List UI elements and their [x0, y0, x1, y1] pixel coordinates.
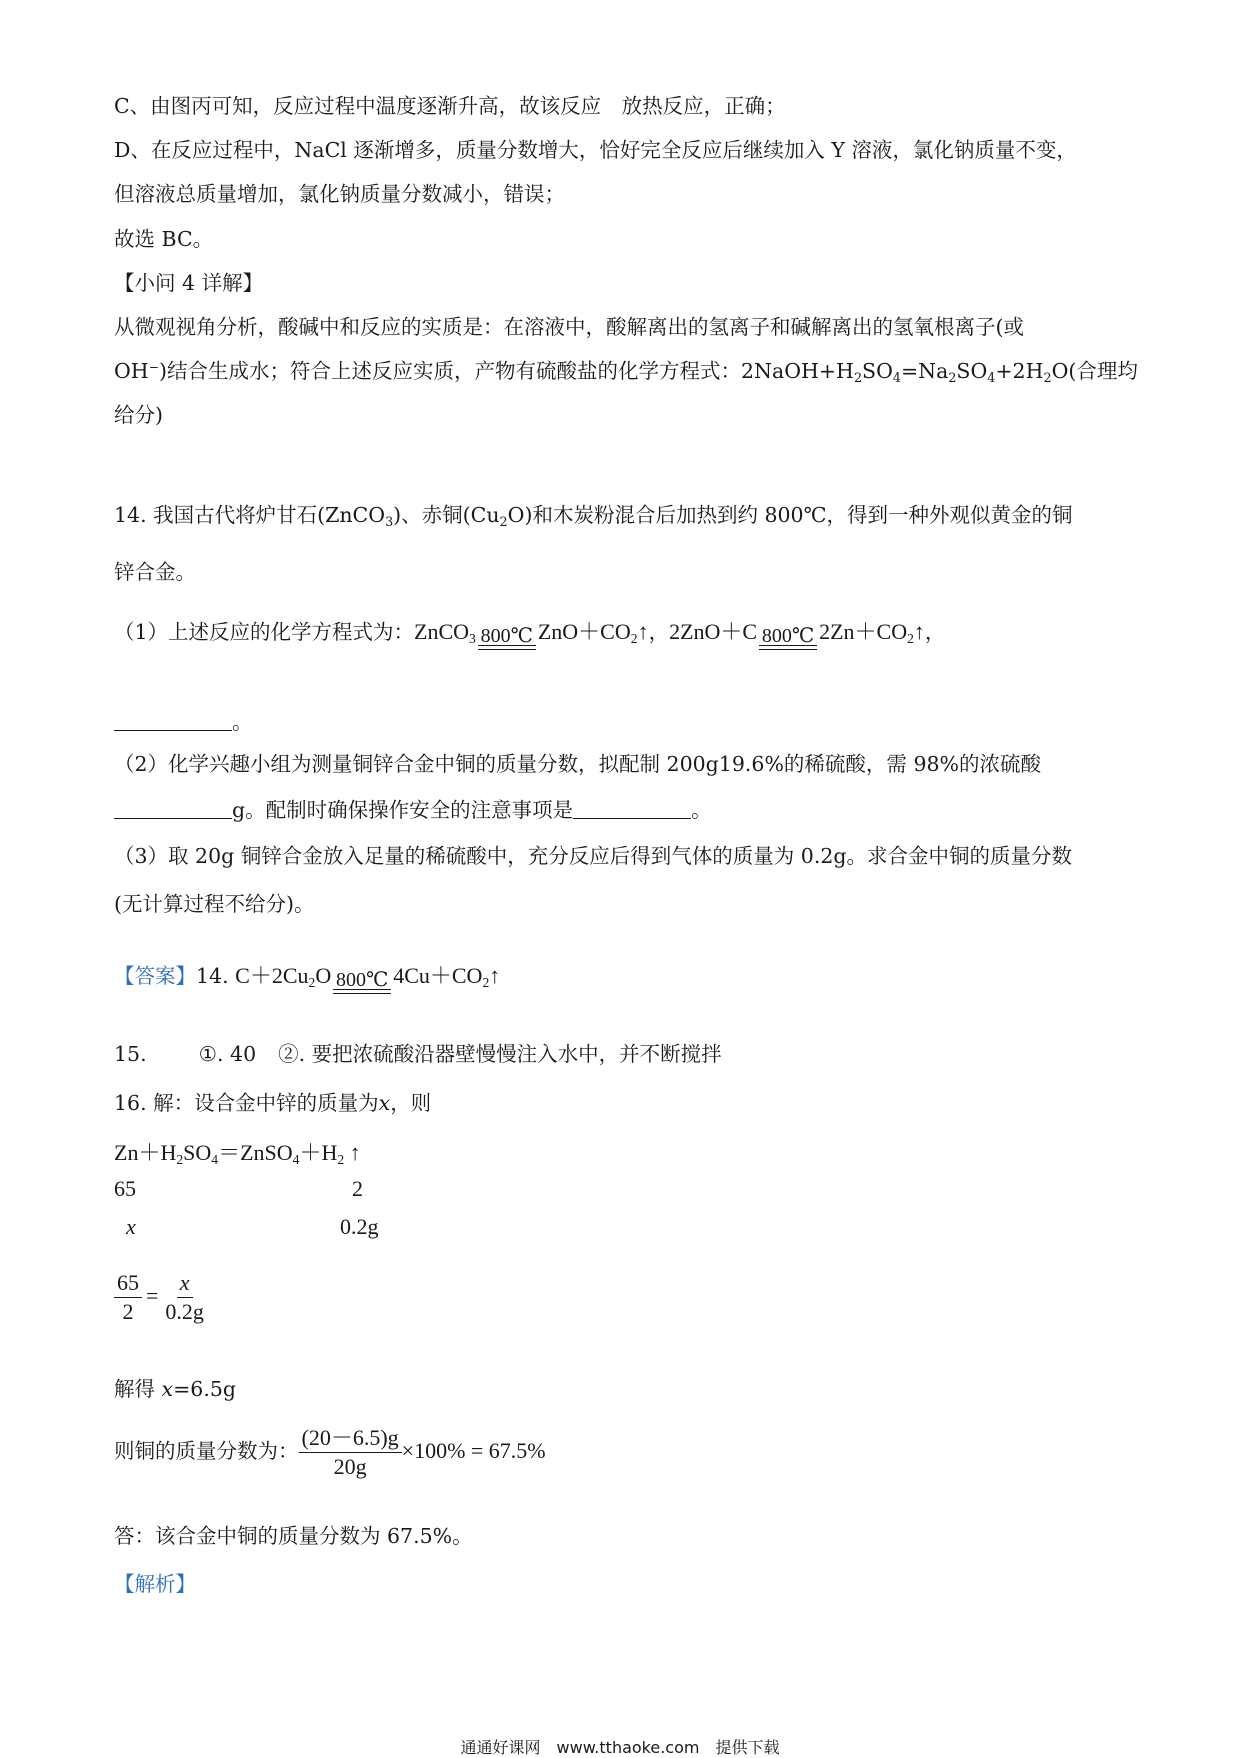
q4-explanation-3: 给分) — [114, 403, 163, 427]
q14-stem-1: 14. 我国古代将炉甘石(ZnCO$_3$)、赤铜$(Cu_2O)$和木炭粉混合后加热到约 800℃，得到一种外观似黄金的铜 — [114, 503, 1073, 529]
q4-explanation-1: 从微观视角分析，酸碱中和反应的实质是：在溶液中，酸解离出的氢离子和碱解离出的氢氧根离子(或 — [114, 315, 1024, 339]
reaction-condition-3: 800℃ — [333, 971, 391, 1006]
proportion: $\frac{65}{2}$ = $\frac{x}{0.2g}$ — [114, 1270, 207, 1325]
fraction-left: $\frac{65}{2}$ — [114, 1270, 142, 1325]
answer-blank — [573, 798, 691, 819]
q14-part3-line2: (无计算过程不给分)。 — [114, 892, 315, 916]
option-c-text: C、由图丙可知，反应过程中温度逐渐升高，故该反应 放热反应，正确； — [114, 94, 786, 118]
q14-part3-line1: （3）取 20g 铜锌合金放入足量的稀硫酸中，充分反应后得到气体的质量为 0.2g。求合金中铜的质量分数 — [114, 844, 1073, 868]
q14-part1-blank-line: 。 — [114, 708, 253, 736]
fraction-right: $\frac{x}{0.2g}$ — [165, 1270, 204, 1324]
gas-arrow-icon: ↑ — [637, 619, 649, 644]
question-4-header: 【小问 4 详解】 — [114, 271, 264, 295]
q14-part2-line1: （2）化学兴趣小组为测量铜锌合金中铜的质量分数，拟配制 200g19.6%的稀硫酸，需 98%的浓硫酸 — [114, 752, 1042, 776]
option-d-text-1: D、在反应过程中，NaCl 逐渐增多，质量分数增大，恰好完全反应后继续加入 Y 溶液，氯化钠质量不变， — [114, 138, 1077, 162]
reaction-condition-2: 800℃ — [759, 627, 817, 662]
answer-14: 【答案】14. $C+2Cu_2O$ 800℃ $4Cu+CO_2↑$ — [114, 962, 500, 1006]
copper-fraction: 则铜的质量分数为： $\frac{(20-6.5)g}{20g}$ ×100% = 67.5% — [114, 1425, 546, 1479]
q14-part1-equations: （1）上述反应的化学方程式为：ZnCO$_3$ 800℃ $ZnO+CO_2↑$，2ZnO＋C 800℃ $2Zn+CO_2↑$， — [114, 618, 945, 662]
choice-conclusion: 故选 BC。 — [114, 227, 214, 251]
given-mass-row: x 0.2g — [126, 1214, 379, 1239]
answer-15: 15. ①. 40 ②. 要把浓硫酸沿器壁慢慢注入水中，并不断搅拌 — [114, 1042, 722, 1066]
q4-explanation-2: OH−)结合生成水；符合上述反应实质，产物有硫酸盐的化学方程式：$2NaOH+H_2SO_4=Na_2SO_4+2H_2O$(合理均 — [114, 359, 1138, 385]
gas-arrow-icon: ↑ — [913, 619, 925, 644]
answer-tag: 【答案】 — [114, 964, 196, 988]
q14-stem-2: 锌合金。 — [114, 560, 196, 584]
answer-blank — [114, 710, 232, 731]
q14-part2-line2: g。配制时确保操作安全的注意事项是 。 — [114, 796, 712, 824]
gas-arrow-icon: ↑ — [489, 963, 501, 988]
reaction-equation: $Zn+H_2SO_4=ZnSO_4+H_2$ ↑ — [114, 1140, 361, 1168]
final-answer: 答：该合金中铜的质量分数为 67.5%。 — [114, 1524, 473, 1548]
analysis-tag: 【解析】 — [114, 1572, 196, 1596]
reaction-condition: 800℃ — [478, 627, 536, 662]
copper-fraction-expression: $\frac{(20-6.5)g}{20g}$ — [299, 1425, 402, 1480]
page-footer: 通通好课网 www.tthaoke.com 提供下载 — [460, 1738, 780, 1757]
molar-mass-row: 65 2 — [114, 1176, 363, 1201]
option-d-text-2: 但溶液总质量增加，氯化钠质量分数减小，错误； — [114, 182, 565, 206]
gas-arrow-icon: ↑ — [349, 1140, 361, 1165]
solution-result: 解得 x=6.5g — [114, 1377, 236, 1401]
answer-16-header: 16. 解：设合金中锌的质量为x，则 — [114, 1091, 432, 1115]
answer-blank — [114, 798, 232, 819]
